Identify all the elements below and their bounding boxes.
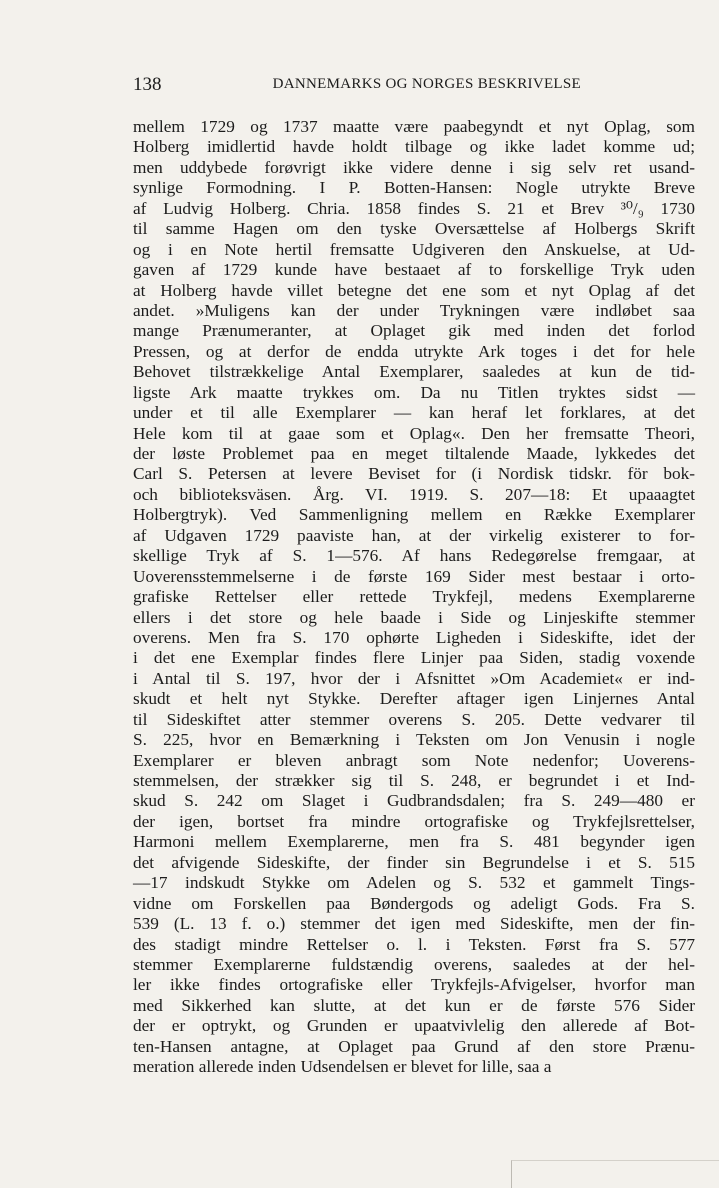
text-line: Pressen, og at derfor de endda utrykte Ark toges i det for hele <box>133 341 695 361</box>
page-edge-mark <box>511 1160 719 1188</box>
text-line: och biblioteksväsen. Årg. VI. 1919. S. 207—18: Et upaaagtet <box>133 484 695 504</box>
text-line: af Udgaven 1729 paaviste han, at der virkelig existerer to for- <box>133 525 695 545</box>
text-line: der løste Problemet paa en meget tiltalende Maade, lykkedes det <box>133 444 695 463</box>
text-line: mange Prænumeranter, at Oplaget gik med inden det forlod <box>133 321 695 341</box>
text-line: skellige Tryk af S. 1—576. Af hans Redegørelse fremgaar, at <box>133 546 695 566</box>
text-line: Holbergtryk). Ved Sammenligning mellem en Række Exemplarer <box>133 505 695 525</box>
text-line: ten-Hansen antagne, at Oplaget paa Grund af den store Prænu- <box>133 1036 695 1056</box>
text-line: til samme Hagen om den tyske Oversættelse af Holbergs Skrift <box>133 219 695 239</box>
body-text <box>133 117 703 1078</box>
text-line: der igen, bortset fra mindre ortografiske og Trykfejlsrettelser, <box>133 811 695 831</box>
text-line: at Holberg havde villet betegne det ene som et nyt Oplag af det <box>133 280 695 300</box>
text-line: Uoverensstemmelserne i de første 169 Sider mest bestaar i orto- <box>133 566 695 586</box>
text-line: grafiske Rettelser eller rettede Trykfejl, medens Exemplarerne <box>133 587 695 607</box>
text-line: og i en Note hertil fremsatte Udgiveren den Anskuelse, at Ud- <box>133 239 695 259</box>
text-line: med Sikkerhed kan slutte, at det kun er de første 576 Sider <box>133 995 695 1015</box>
text-line: S. 225, hvor en Bemærkning i Teksten om Jon Venusin i nogle <box>133 730 695 750</box>
text-line: af Ludvig Holberg. Chria. 1858 findes S. 21 et Brev ³⁰/₉ 1730 <box>133 198 695 218</box>
text-line: ler ikke findes ortografiske eller Trykfejls-Afvigelser, hvorfor man <box>133 975 695 995</box>
text-line: det afvigende Sideskifte, der finder sin Begrundelse i et S. 515 <box>133 852 695 872</box>
text-line: under et til alle Exemplarer — kan heraf let forklares, at det <box>133 403 695 423</box>
running-title: DANNEMARKS OG NORGES BESKRIVELSE <box>272 76 581 92</box>
text-line: men uddybede forøvrigt ikke videre denne i sig selv ret usand- <box>133 157 695 177</box>
text-line: gaven af 1729 kunde have bestaaet af to forskellige Tryk uden <box>133 260 695 280</box>
page-number: 138 <box>133 74 162 95</box>
text-line: stemmelsen, der strækker sig til S. 248, er begrundet i et Ind- <box>133 771 695 790</box>
text-line: der er optrykt, og Grunden er upaatvivlelig den allerede af Bot- <box>133 1016 695 1036</box>
text-line: Hele kom til at gaae som et Oplag«. Den her fremsatte Theori, <box>133 423 695 443</box>
text-line: Behovet tilstrækkelige Antal Exemplarer, saaledes at kun de tid- <box>133 362 695 382</box>
text-line: skudt et helt nyt Stykke. Derefter aftager igen Linjernes Antal <box>133 689 695 709</box>
text-line: ligste Ark maatte trykkes om. Da nu Titlen tryktes sidst — <box>133 382 695 402</box>
text-line: 539 (L. 13 f. o.) stemmer det igen med Sideskifte, men der fin- <box>133 914 695 934</box>
text-line: skud S. 242 om Slaget i Gudbrandsdalen; fra S. 249—480 er <box>133 791 695 811</box>
text-line: synlige Formodning. I P. Botten-Hansen: Nogle utrykte Breve <box>133 178 695 198</box>
text-line: des stadigt mindre Rettelser o. l. i Teksten. Først fra S. 577 <box>133 934 695 954</box>
text-line: overens. Men fra S. 170 ophørte Ligheden i Sideskifte, idet der <box>133 627 695 647</box>
text-line: —17 indskudt Stykke om Adelen og S. 532 et gammelt Tings- <box>133 873 695 893</box>
text-line: til Sideskiftet atter stemmer overens S. 205. Dette vedvarer til <box>133 709 695 729</box>
text-line: andet. »Muligens kan der under Trykningen være indløbet saa <box>133 300 695 320</box>
text-line: Exemplarer er bleven anbragt som Note nedenfor; Uoverens- <box>133 750 695 770</box>
text-line: ellers i det store og hele baade i Side og Linjeskifte stemmer <box>133 607 695 627</box>
text-line: vidne om Forskellen paa Bøndergods og adeligt Gods. Fra S. <box>133 893 695 913</box>
text-line: stemmer Exemplarerne fuldstændig overens, saaledes at der hel- <box>133 954 695 974</box>
text-line: Holberg imidlertid havde holdt tilbage og ikke ladet komme ud; <box>133 137 695 157</box>
text-line: i det ene Exemplar findes flere Linjer paa Siden, stadig voxende <box>133 648 695 668</box>
page-header <box>133 74 581 98</box>
text-line: mellem 1729 og 1737 maatte være paabegyndt et nyt Oplag, som <box>133 117 695 136</box>
text-line: i Antal til S. 197, hvor der i Afsnittet »Om Academiet« er ind- <box>133 668 695 688</box>
text-line: Harmoni mellem Exemplarerne, men fra S. 481 begynder igen <box>133 832 695 852</box>
text-line: Carl S. Petersen at levere Beviset for (i Nordisk tidskr. för bok- <box>133 464 695 484</box>
text-line: meration allerede inden Udsendelsen er blevet for lille, saa a <box>133 1057 552 1077</box>
